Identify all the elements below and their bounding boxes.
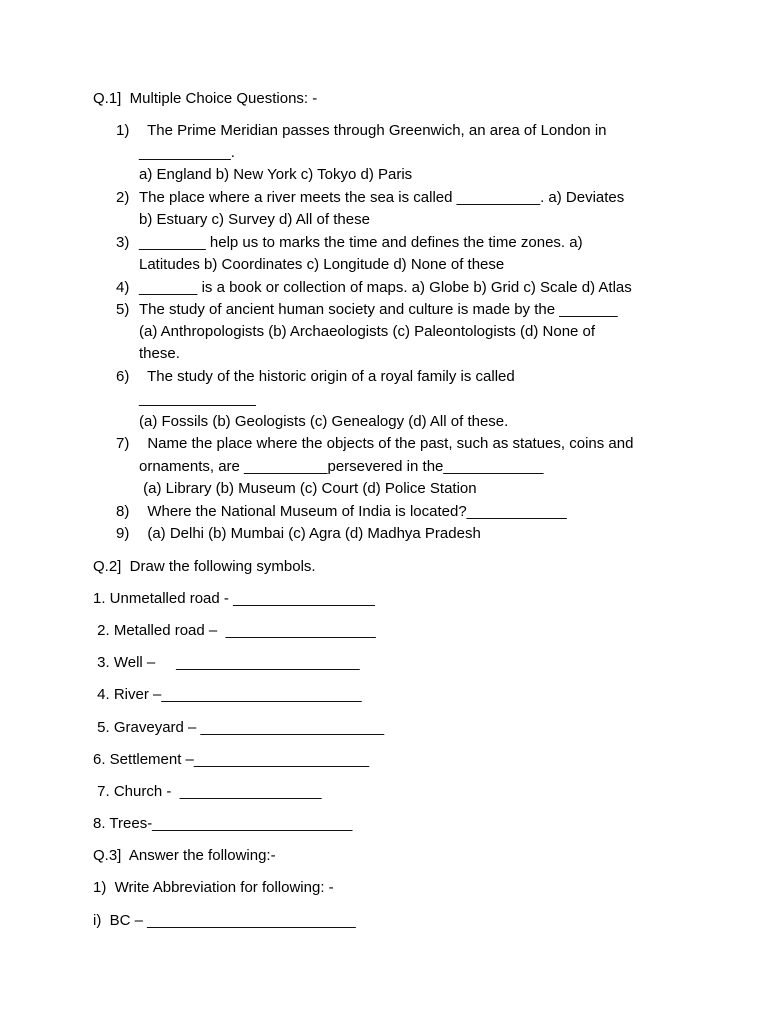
q2-symbol-item: 5. Graveyard – ______________________ — [93, 719, 385, 736]
q1-item-text: ___________. — [139, 144, 235, 161]
q3-abbreviation-item: i) BC – _________________________ — [93, 912, 356, 929]
q1-item-text: The place where a river meets the sea is called __________. a) Deviates — [139, 189, 625, 206]
q1-item-number: 4) — [116, 279, 130, 296]
q2-symbol-item: 4. River –________________________ — [93, 686, 362, 703]
q1-item-number: 9) — [116, 525, 130, 542]
q1-item-text: The study of ancient human society and culture is made by the _______ — [139, 301, 618, 318]
q1-item-text: _______ is a book or collection of maps. a) Globe b) Grid c) Scale d) Atlas — [139, 279, 632, 296]
q1-item-text: The study of the historic origin of a royal family is called — [139, 368, 515, 385]
q1-item-text: (a) Delhi (b) Mumbai (c) Agra (d) Madhya Pradesh — [139, 525, 481, 542]
q1-item-text: ______________ — [139, 390, 256, 407]
q1-heading: Q.1] Multiple Choice Questions: - — [93, 90, 318, 107]
q2-symbol-item: 1. Unmetalled road - _________________ — [93, 590, 375, 607]
q1-item-number: 8) — [116, 503, 130, 520]
q1-item-number: 5) — [116, 301, 130, 318]
q1-item-number: 2) — [116, 189, 130, 206]
q1-item-text: ________ help us to marks the time and defines the time zones. a) — [139, 234, 583, 251]
q1-item-number: 3) — [116, 234, 130, 251]
q2-symbol-item: 2. Metalled road – __________________ — [93, 622, 376, 639]
q1-item-text: Latitudes b) Coordinates c) Longitude d) None of these — [139, 256, 505, 273]
q1-item-number: 7) — [116, 435, 130, 452]
q1-item-text: (a) Fossils (b) Geologists (c) Genealogy (d) All of these. — [139, 413, 509, 430]
q1-item-text: (a) Library (b) Museum (c) Court (d) Police Station — [139, 480, 477, 497]
q3-heading: Q.3] Answer the following:- — [93, 847, 276, 864]
q1-item-text: Name the place where the objects of the past, such as statues, coins and — [139, 435, 634, 452]
q1-item-number: 6) — [116, 368, 130, 385]
q1-item-text: (a) Anthropologists (b) Archaeologists (c) Paleontologists (d) None of — [139, 323, 596, 340]
q2-symbol-item: 8. Trees-________________________ — [93, 815, 353, 832]
q3-sub-heading: 1) Write Abbreviation for following: - — [93, 879, 334, 896]
q1-item-text: b) Estuary c) Survey d) All of these — [139, 211, 370, 228]
q1-item-text: Where the National Museum of India is located?____________ — [139, 503, 567, 520]
q1-item-text: The Prime Meridian passes through Greenwich, an area of London in — [139, 122, 607, 139]
q1-item-text: these. — [139, 345, 180, 362]
q2-symbol-item: 6. Settlement –_____________________ — [93, 751, 370, 768]
q1-item-text: ornaments, are __________persevered in the____________ — [139, 458, 544, 475]
q2-symbol-item: 7. Church - _________________ — [93, 783, 322, 800]
q2-heading: Q.2] Draw the following symbols. — [93, 558, 316, 575]
q1-item-text: a) England b) New York c) Tokyo d) Paris — [139, 166, 413, 183]
q2-symbol-item: 3. Well – ______________________ — [93, 654, 360, 671]
q1-item-number: 1) — [116, 122, 130, 139]
